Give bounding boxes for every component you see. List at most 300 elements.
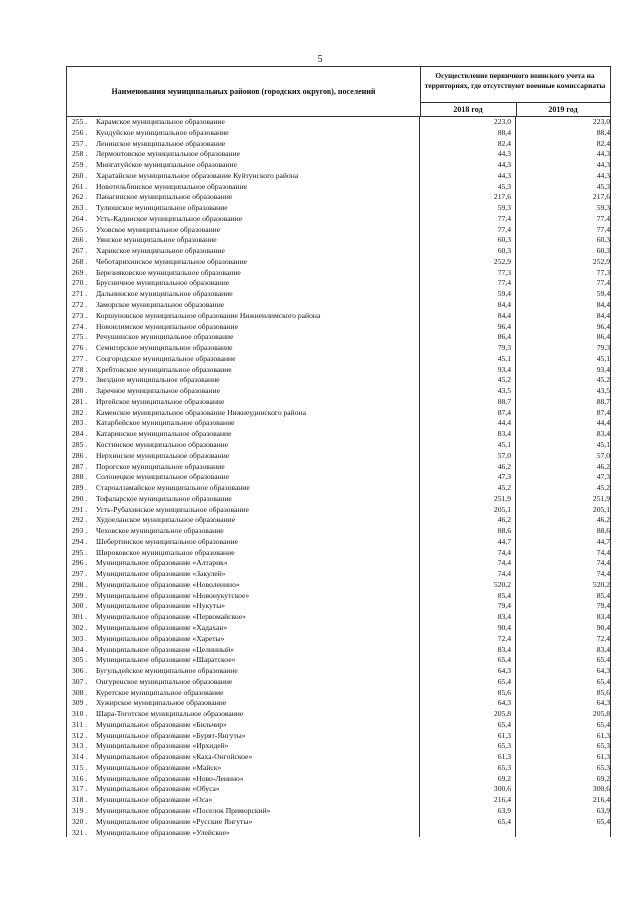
row-number: 292 . xyxy=(72,515,88,525)
table-row xyxy=(66,182,611,193)
row-number: 299 . xyxy=(72,590,88,600)
column-header-2018: 2018 год xyxy=(420,103,517,116)
table-row xyxy=(66,332,611,343)
row-value-2019: 65,4 xyxy=(596,719,610,729)
row-name: Муниципальное образование «Оса» xyxy=(96,795,213,805)
row-value-2018: 63,9 xyxy=(497,806,511,815)
row-number: 288 . xyxy=(72,472,88,482)
row-name: Новотельбинское муниципальное образование xyxy=(96,181,248,191)
row-name: Худоеланское муниципальное образование xyxy=(96,515,236,525)
row-value-2018: 88,7 xyxy=(497,396,511,406)
row-number: 296 . xyxy=(72,558,88,568)
row-value-2018: 64,3 xyxy=(497,698,511,708)
row-name: Чеботарихинское муниципальное образование xyxy=(96,256,248,266)
row-value-2018: 77,4 xyxy=(497,213,511,223)
table-row xyxy=(66,429,611,440)
row-value-2018: 79,3 xyxy=(497,343,511,353)
row-name: Хужирское муниципальное образование xyxy=(96,698,227,708)
row-number: 309 . xyxy=(72,698,88,708)
table-row xyxy=(66,289,611,300)
row-name: Ленинское муниципальное образование xyxy=(96,138,226,148)
row-value-2019: 83,4 xyxy=(596,429,610,439)
table-row xyxy=(66,483,611,494)
row-value-2019: 72,4 xyxy=(596,633,610,643)
row-value-2018: 65,3 xyxy=(497,741,511,751)
row-number: 273 . xyxy=(72,310,88,320)
row-name: Речушинское муниципальное образование xyxy=(96,332,234,342)
row-value-2019: 44,7 xyxy=(596,536,610,546)
row-number: 317 . xyxy=(72,784,88,794)
row-value-2019: 205,1 xyxy=(592,504,610,514)
row-value-2018: 217,6 xyxy=(493,192,511,202)
row-name: Заморское муниципальное образование xyxy=(96,300,225,310)
table-row xyxy=(66,440,611,451)
row-value-2018: 79,4 xyxy=(497,601,511,611)
row-number: 264 . xyxy=(72,213,88,223)
row-number: 263 . xyxy=(72,203,88,213)
row-name: Кундуйское муниципальное образование xyxy=(96,127,229,137)
row-value-2019: 83,4 xyxy=(596,644,610,654)
row-number: 284 . xyxy=(72,429,88,439)
table-row xyxy=(66,311,611,322)
table-row xyxy=(66,720,611,731)
row-value-2019: 93,4 xyxy=(596,364,610,374)
row-number: 298 . xyxy=(72,579,88,589)
row-name: Уховское муниципальное образование xyxy=(96,224,221,234)
row-value-2019: 88,7 xyxy=(596,396,610,406)
row-name: Каменское муниципальное образование Нижнеудинского района xyxy=(96,407,306,417)
row-value-2019: 251,9 xyxy=(592,493,610,503)
row-value-2018: 205,1 xyxy=(493,504,511,514)
table-row xyxy=(66,655,611,666)
table-row xyxy=(66,386,611,397)
table-row xyxy=(66,257,611,268)
row-number: 278 . xyxy=(72,364,88,374)
row-value-2019: 65,4 xyxy=(596,816,610,826)
table-row xyxy=(66,354,611,365)
row-value-2019: 63,9 xyxy=(596,806,610,815)
row-value-2018: 44,4 xyxy=(497,418,511,428)
row-number: 318 . xyxy=(72,795,88,805)
row-value-2018: 45,2 xyxy=(497,483,511,493)
row-value-2019: 77,3 xyxy=(596,267,610,277)
table-row xyxy=(66,505,611,516)
row-number: 280 . xyxy=(72,386,88,396)
row-number: 269 . xyxy=(72,267,88,277)
table-row xyxy=(66,203,611,214)
row-number: 262 . xyxy=(72,192,88,202)
row-value-2018: 74,4 xyxy=(497,547,511,557)
row-value-2019: 96,4 xyxy=(596,321,610,331)
row-number: 302 . xyxy=(72,622,88,632)
row-name: Муниципальное образование «Целинный» xyxy=(96,644,235,654)
row-number: 282 . xyxy=(72,407,88,417)
row-name: Нерхинское муниципальное образование xyxy=(96,450,230,460)
row-value-2018: 84,4 xyxy=(497,310,511,320)
row-name: Муниципальное образование «Улейское» xyxy=(96,827,230,837)
row-name: Дальнинское муниципальное образование xyxy=(96,289,233,299)
row-name: Панагинское муниципальное образование xyxy=(96,192,233,202)
row-value-2018: 83,4 xyxy=(497,644,511,654)
row-number: 307 . xyxy=(72,676,88,686)
row-name: Тулюшское муниципальное образование xyxy=(96,203,228,213)
row-value-2018: 57,0 xyxy=(497,450,511,460)
row-name: Куретское муниципальное образование xyxy=(96,687,224,697)
table-row xyxy=(66,365,611,376)
row-value-2018: 74,4 xyxy=(497,558,511,568)
row-value-2018: 59,4 xyxy=(497,289,511,299)
row-name: Муниципальное образование «Каха-Онгойское» xyxy=(96,752,253,762)
row-value-2019: 60,3 xyxy=(596,235,610,245)
row-value-2018: 60,3 xyxy=(497,235,511,245)
row-value-2019: 45,1 xyxy=(596,353,610,363)
row-number: 320 . xyxy=(72,816,88,826)
row-number: 283 . xyxy=(72,418,88,428)
row-number: 314 . xyxy=(72,752,88,762)
row-value-2019: 69,2 xyxy=(596,773,610,783)
table-row xyxy=(66,343,611,354)
row-name: Семигорское муниципальное образование xyxy=(96,343,233,353)
row-value-2018: 300,6 xyxy=(493,784,511,794)
row-value-2018: 45,3 xyxy=(497,181,511,191)
row-name: Катаринское муниципальное образование xyxy=(96,429,232,439)
row-value-2018: 77,4 xyxy=(497,224,511,234)
row-value-2018: 85,6 xyxy=(497,687,511,697)
table-row xyxy=(66,139,611,150)
row-value-2019: 59,3 xyxy=(596,203,610,213)
table-row xyxy=(66,591,611,602)
row-number: 295 . xyxy=(72,547,88,557)
row-name: Новоилимское муниципальное образование xyxy=(96,321,238,331)
row-value-2019: 77,4 xyxy=(596,278,610,288)
row-value-2019: 90,4 xyxy=(596,622,610,632)
row-name: Тофаларское муниципальное образование xyxy=(96,493,232,503)
row-value-2019: 44,3 xyxy=(596,160,610,170)
row-number: 308 . xyxy=(72,687,88,697)
row-value-2018: 84,4 xyxy=(497,300,511,310)
row-value-2018: 59,3 xyxy=(497,203,511,213)
row-value-2018: 93,4 xyxy=(497,364,511,374)
row-number: 274 . xyxy=(72,321,88,331)
table-row xyxy=(66,418,611,429)
row-number: 265 . xyxy=(72,224,88,234)
table-row xyxy=(66,634,611,645)
table-row xyxy=(66,494,611,505)
row-value-2019: 77,4 xyxy=(596,213,610,223)
row-name: Усть-Рубахинское муниципальное образование xyxy=(96,504,249,514)
row-value-2019: 85,6 xyxy=(596,687,610,697)
row-value-2019: 74,4 xyxy=(596,569,610,579)
row-value-2019: 77,4 xyxy=(596,224,610,234)
row-value-2019: 79,4 xyxy=(596,601,610,611)
table-divider-name xyxy=(419,117,420,837)
table-row xyxy=(66,688,611,699)
row-value-2019: 44,4 xyxy=(596,418,610,428)
table-row xyxy=(66,828,611,839)
row-name: Костинское муниципальное образование xyxy=(96,439,229,449)
row-value-2018: 77,4 xyxy=(497,278,511,288)
row-name: Катарбейское муниципальное образование xyxy=(96,418,235,428)
row-value-2018: 44,3 xyxy=(497,149,511,159)
table-divider-years xyxy=(515,117,516,837)
row-value-2018: 47,3 xyxy=(497,472,511,482)
row-value-2019: 79,3 xyxy=(596,343,610,353)
row-number: 267 . xyxy=(72,246,88,256)
row-name: Муниципальное образование «Ново-Ленино» xyxy=(96,773,244,783)
row-value-2018: 46,2 xyxy=(497,515,511,525)
table-row xyxy=(66,300,611,311)
row-number: 277 . xyxy=(72,353,88,363)
row-value-2019: 84,4 xyxy=(596,310,610,320)
row-name: Муниципальное образование «Нукуты» xyxy=(96,601,226,611)
row-number: 306 . xyxy=(72,666,88,676)
row-name: Онгуренское муниципальное образование xyxy=(96,676,233,686)
row-name: Харатайское муниципальное образование Куйтунского района xyxy=(96,170,299,180)
row-value-2019: 44,3 xyxy=(596,149,610,159)
row-value-2019: 65,4 xyxy=(596,676,610,686)
row-value-2018: 45,2 xyxy=(497,375,511,385)
table-row xyxy=(66,645,611,656)
table-row xyxy=(66,235,611,246)
row-value-2019: 84,4 xyxy=(596,300,610,310)
row-value-2018: 61,3 xyxy=(497,752,511,762)
row-value-2018: 65,3 xyxy=(497,762,511,772)
row-value-2019: 87,4 xyxy=(596,407,610,417)
row-number: 304 . xyxy=(72,644,88,654)
table-row xyxy=(66,278,611,289)
table-row xyxy=(66,397,611,408)
row-value-2018: 520,2 xyxy=(493,579,511,589)
row-name: Лермонтовское муниципальное образование xyxy=(96,149,240,159)
row-number: 311 . xyxy=(72,719,87,729)
row-number: 287 . xyxy=(72,461,88,471)
table-row xyxy=(66,451,611,462)
row-number: 275 . xyxy=(72,332,88,342)
row-name: Муниципальное образование «Поселок Приморский» xyxy=(96,806,271,815)
table-row xyxy=(66,741,611,752)
table-row xyxy=(66,246,611,257)
row-number: 271 . xyxy=(72,289,88,299)
table-row xyxy=(66,774,611,785)
row-value-2018: 65,4 xyxy=(497,719,511,729)
table-row xyxy=(66,128,611,139)
row-number: 285 . xyxy=(72,439,88,449)
table-border-left xyxy=(66,117,67,837)
row-number: 310 . xyxy=(72,709,88,719)
row-value-2018: 83,4 xyxy=(497,612,511,622)
row-name: Чеховское муниципальное образование xyxy=(96,526,224,536)
table-row xyxy=(66,408,611,419)
table-row xyxy=(66,677,611,688)
row-number: 268 . xyxy=(72,256,88,266)
table-row xyxy=(66,322,611,333)
row-value-2019: 46,2 xyxy=(596,461,610,471)
row-number: 256 . xyxy=(72,127,88,137)
row-value-2018: 45,1 xyxy=(497,353,511,363)
row-name: Муниципальное образование «Новонукутское» xyxy=(96,590,250,600)
row-number: 291 . xyxy=(72,504,88,514)
table-row xyxy=(66,225,611,236)
row-value-2019: 46,2 xyxy=(596,515,610,525)
table-row xyxy=(66,171,611,182)
row-name: Харикское муниципальное образование xyxy=(96,246,225,256)
row-value-2019: 65,3 xyxy=(596,741,610,751)
row-value-2019: 216,4 xyxy=(592,795,610,805)
row-name: Звездное муниципальное образование xyxy=(96,375,220,385)
row-value-2018: 86,4 xyxy=(497,332,511,342)
row-name: Уянское муниципальное образование xyxy=(96,235,217,245)
table-row xyxy=(66,752,611,763)
table-row xyxy=(66,515,611,526)
row-value-2018: 46,2 xyxy=(497,461,511,471)
row-name: Муниципальное образование «Хареты» xyxy=(96,633,225,643)
row-value-2018: 251,9 xyxy=(493,493,511,503)
row-name: Соцгородское муниципальное образование xyxy=(96,353,236,363)
row-value-2019: 82,4 xyxy=(596,138,610,148)
table-row xyxy=(66,698,611,709)
row-value-2019: 88,6 xyxy=(596,526,610,536)
row-name: Муниципальное образование «Бильчир» xyxy=(96,719,227,729)
row-number: 272 . xyxy=(72,300,88,310)
row-name: Коршуновское муниципальное образование Нижнеилимского района xyxy=(96,310,321,320)
row-name: Бугульдейское муниципальное образование xyxy=(96,666,238,676)
row-name: Муниципальное образование «Первомайское» xyxy=(96,612,246,622)
table-row xyxy=(66,709,611,720)
row-value-2018: 223,0 xyxy=(493,117,511,126)
row-value-2018: 88,4 xyxy=(497,127,511,137)
row-value-2018: 85,4 xyxy=(497,590,511,600)
row-name: Муниципальное образование «Бурят-Янгуты» xyxy=(96,730,246,740)
row-number: 316 . xyxy=(72,773,88,783)
row-name: Широковское муниципальное образование xyxy=(96,547,235,557)
row-value-2018: 45,1 xyxy=(497,439,511,449)
row-name: Муниципальное образование «Закулей» xyxy=(96,569,226,579)
table-row xyxy=(66,462,611,473)
table-row xyxy=(66,601,611,612)
row-number: 293 . xyxy=(72,526,88,536)
row-name: Муниципальное образование «Русские Янгуты» xyxy=(96,816,253,826)
row-value-2019: 59,4 xyxy=(596,289,610,299)
table-header xyxy=(66,66,611,117)
table-row xyxy=(66,472,611,483)
allocation-table xyxy=(66,66,611,838)
row-number: 303 . xyxy=(72,633,88,643)
row-value-2019: 45,2 xyxy=(596,483,610,493)
row-number: 257 . xyxy=(72,138,88,148)
row-value-2019: 85,4 xyxy=(596,590,610,600)
column-header-2019: 2019 год xyxy=(548,105,578,114)
table-row xyxy=(66,623,611,634)
row-number: 279 . xyxy=(72,375,88,385)
table-row xyxy=(66,117,611,128)
row-value-2019: 74,4 xyxy=(596,558,610,568)
row-value-2019: 45,3 xyxy=(596,181,610,191)
row-number: 261 . xyxy=(72,181,88,191)
table-row xyxy=(66,763,611,774)
row-number: 276 . xyxy=(72,343,88,353)
row-value-2018: 60,3 xyxy=(497,246,511,256)
table-row xyxy=(66,569,611,580)
row-name: Иргейское муниципальное образование xyxy=(96,396,225,406)
row-number: 305 . xyxy=(72,655,88,665)
row-value-2019: 205,8 xyxy=(592,709,610,719)
row-value-2019: 223,0 xyxy=(592,117,610,126)
row-value-2018: 216,4 xyxy=(493,795,511,805)
row-name: Брусничное муниципальное образование xyxy=(96,278,230,288)
row-value-2019: 65,3 xyxy=(596,762,610,772)
table-row xyxy=(66,160,611,171)
table-row xyxy=(66,612,611,623)
row-value-2019: 61,3 xyxy=(596,752,610,762)
row-value-2018: 96,4 xyxy=(497,321,511,331)
row-number: 319 . xyxy=(72,806,88,815)
row-value-2019: 300,6 xyxy=(592,784,610,794)
table-row xyxy=(66,149,611,160)
row-value-2019: 74,4 xyxy=(596,547,610,557)
table-body xyxy=(66,117,611,838)
row-value-2019: 520,2 xyxy=(592,579,610,589)
row-number: 312 . xyxy=(72,730,88,740)
row-name: Муниципальное образование «Обуса» xyxy=(96,784,220,794)
row-value-2018: 82,4 xyxy=(497,138,511,148)
row-number: 315 . xyxy=(72,762,88,772)
row-value-2018: 77,3 xyxy=(497,267,511,277)
row-value-2018: 65,4 xyxy=(497,676,511,686)
row-value-2019: 65,4 xyxy=(596,655,610,665)
row-number: 297 . xyxy=(72,569,88,579)
table-row xyxy=(66,666,611,677)
row-value-2018: 43,5 xyxy=(497,386,511,396)
row-value-2019: 43,5 xyxy=(596,386,610,396)
row-number: 258 . xyxy=(72,149,88,159)
row-value-2018: 90,4 xyxy=(497,622,511,632)
row-name: Муниципальное образование «Ирхидей» xyxy=(96,741,229,751)
row-number: 321 . xyxy=(72,827,88,837)
row-name: Березняковское муниципальное образование xyxy=(96,267,241,277)
table-row xyxy=(66,580,611,591)
row-number: 286 . xyxy=(72,450,88,460)
row-name: Мингатуйское муниципальное образование xyxy=(96,160,237,170)
row-value-2018: 44,3 xyxy=(497,170,511,180)
row-value-2018: 205,8 xyxy=(493,709,511,719)
row-value-2019: 45,1 xyxy=(596,439,610,449)
row-value-2019: 61,3 xyxy=(596,730,610,740)
row-value-2018: 74,4 xyxy=(497,569,511,579)
row-value-2018: 252,9 xyxy=(493,256,511,266)
row-number: 266 . xyxy=(72,235,88,245)
row-name: Карамское муниципальное образование xyxy=(96,117,225,126)
row-value-2019: 57,0 xyxy=(596,450,610,460)
row-number: 270 . xyxy=(72,278,88,288)
page-number: 5 xyxy=(317,54,323,65)
row-number: 300 . xyxy=(72,601,88,611)
table-border-right xyxy=(610,117,611,837)
table-row xyxy=(66,192,611,203)
table-row xyxy=(66,214,611,225)
row-value-2018: 65,4 xyxy=(497,816,511,826)
table-row xyxy=(66,817,611,828)
table-row xyxy=(66,268,611,279)
table-row xyxy=(66,548,611,559)
row-value-2018: 72,4 xyxy=(497,633,511,643)
row-value-2018: 83,4 xyxy=(497,429,511,439)
table-row xyxy=(66,806,611,817)
row-value-2018: 44,3 xyxy=(497,160,511,170)
row-value-2019: 217,6 xyxy=(592,192,610,202)
row-value-2018: 64,3 xyxy=(497,666,511,676)
row-value-2019: 86,4 xyxy=(596,332,610,342)
row-number: 290 . xyxy=(72,493,88,503)
